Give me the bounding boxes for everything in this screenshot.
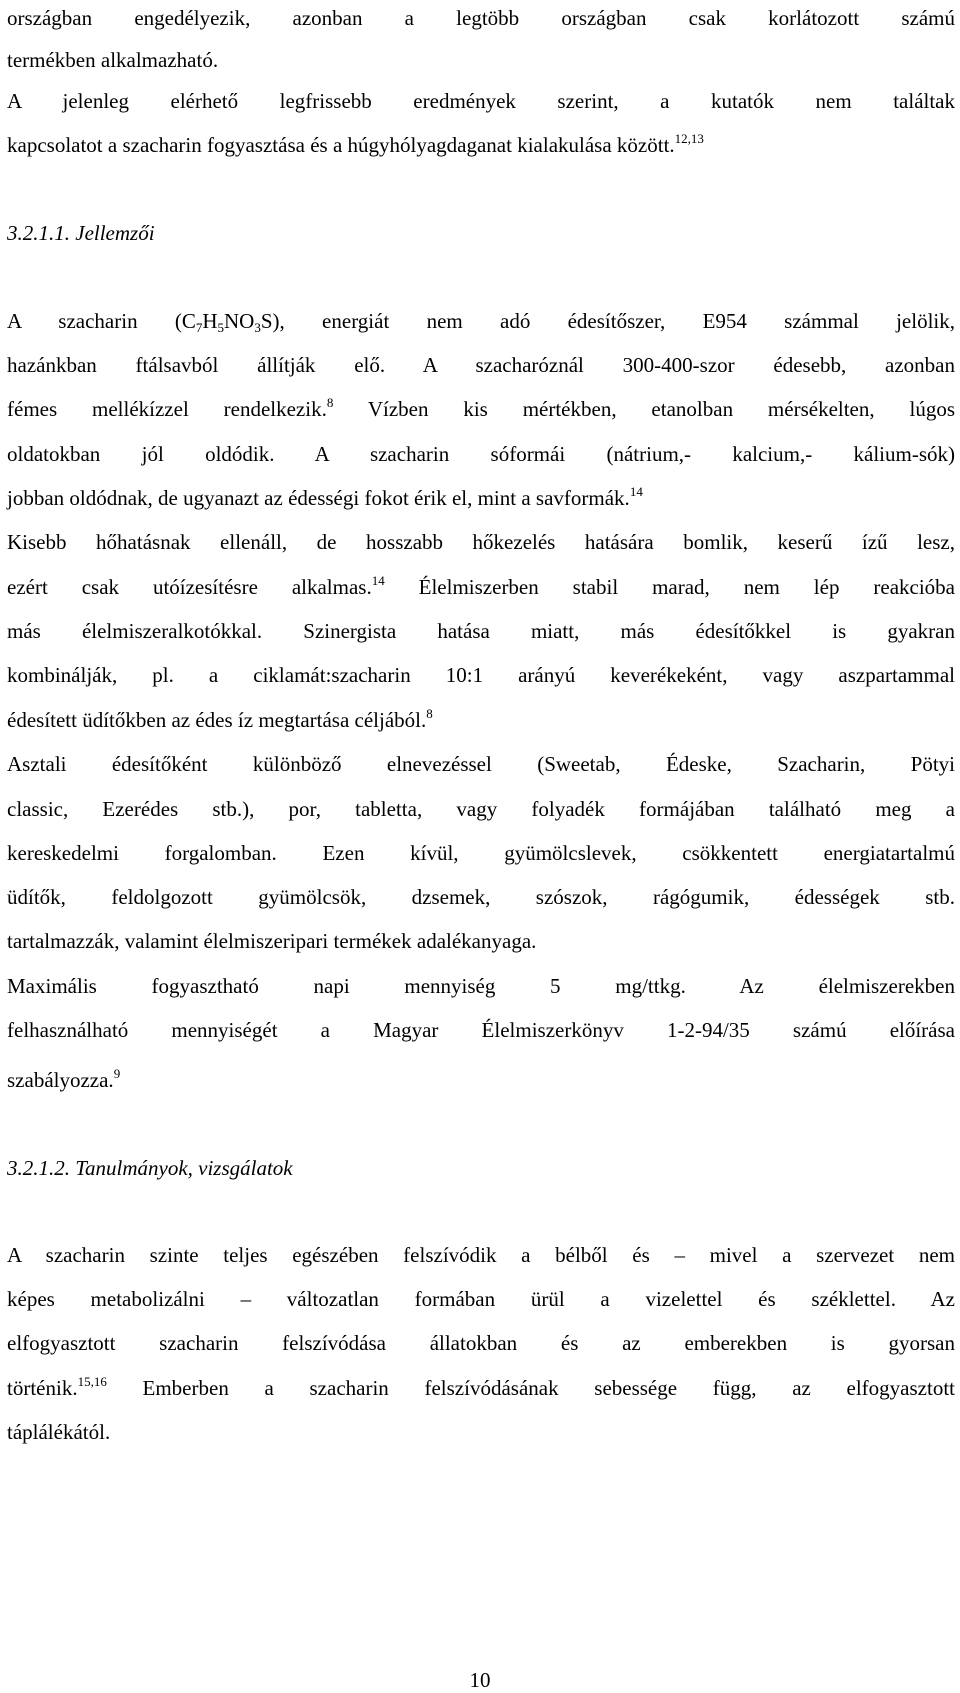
paragraph-line bbox=[7, 1418, 955, 1446]
text-run: Emberben a szacharin felszívódásának sebessége függ, az elfogyasztott bbox=[106, 1376, 955, 1400]
page-number: 10 bbox=[469, 1668, 491, 1692]
paragraph-line bbox=[7, 617, 955, 645]
paragraph-line bbox=[7, 528, 955, 556]
footnote-reference: 14 bbox=[371, 573, 385, 588]
footnote-reference: 14 bbox=[629, 484, 643, 499]
paragraph-line bbox=[7, 795, 955, 823]
text-run: elfogyasztott szacharin felszívódása állatokban és az emberekben is gyorsan bbox=[7, 1331, 955, 1355]
text-run: S), energiát nem adó édesítőszer, E954 számmal jelölik, bbox=[260, 309, 955, 333]
paragraph-line bbox=[7, 484, 955, 512]
text-run: termékben alkalmazható. bbox=[7, 48, 219, 72]
paragraph-line bbox=[7, 972, 955, 1000]
paragraph-line bbox=[7, 440, 955, 468]
footnote-reference: 9 bbox=[113, 1066, 121, 1081]
paragraph-line bbox=[7, 1066, 955, 1094]
paragraph-line bbox=[7, 307, 955, 335]
paragraph-line bbox=[7, 46, 955, 74]
text-run: Asztali édesítőként különböző elnevezéssel (Sweetab, Édeske, Szacharin, Pötyi bbox=[7, 752, 955, 776]
text-run: üdítők, feldolgozott gyümölcsök, dzsemek, szószok, rágógumik, édességek stb. bbox=[7, 885, 955, 909]
paragraph-line bbox=[7, 839, 955, 867]
paragraph-line bbox=[7, 706, 955, 734]
paragraph-line bbox=[7, 1016, 955, 1044]
chemical-subscript: 5 bbox=[217, 320, 225, 335]
text-run: kapcsolatot a szacharin fogyasztása és a húgyhólyagdaganat kialakulása között. bbox=[7, 133, 675, 157]
paragraph-line bbox=[7, 351, 955, 379]
footnote-reference: 8 bbox=[326, 395, 334, 410]
text-run: H bbox=[202, 309, 218, 333]
text-run: hazánkban ftálsavból állítják elő. A szacharóznál 300-400-szor édesebb, azonban bbox=[7, 353, 955, 377]
text-run: kombinálják, pl. a ciklamát:szacharin 10:1 arányú keverékeként, vagy aszpartammal bbox=[7, 663, 955, 687]
text-run: Kisebb hőhatásnak ellenáll, de hosszabb hőkezelés hatására bomlik, keserű ízű lesz, bbox=[7, 530, 955, 554]
text-run: édesített üdítőkben az édes íz megtartása céljából. bbox=[7, 708, 427, 732]
text-run: jobban oldódnak, de ugyanazt az édességi fokot érik el, mint a savformák. bbox=[7, 486, 630, 510]
text-run: fémes mellékízzel rendelkezik. bbox=[7, 397, 327, 421]
paragraph-line bbox=[7, 1329, 955, 1357]
section-heading: 3.2.1.2. Tanulmányok, vizsgálatok bbox=[7, 1156, 293, 1180]
paragraph-line bbox=[7, 750, 955, 778]
paragraph-line bbox=[7, 661, 955, 689]
paragraph-line bbox=[7, 87, 955, 115]
footnote-reference: 15,16 bbox=[77, 1374, 107, 1389]
text-run: táplálékától. bbox=[7, 1420, 111, 1444]
text-run: ezért csak utóízesítésre alkalmas. bbox=[7, 575, 372, 599]
text-run: tartalmazzák, valamint élelmiszeripari termékek adalékanyaga. bbox=[7, 929, 537, 953]
paragraph-line bbox=[7, 1374, 955, 1402]
text-run: képes metabolizálni – változatlan formában ürül a vizelettel és széklettel. Az bbox=[7, 1287, 955, 1311]
paragraph-line bbox=[7, 131, 955, 159]
text-run: classic, Ezerédes stb.), por, tabletta, vagy folyadék formájában található meg a bbox=[7, 797, 955, 821]
paragraph-line bbox=[7, 927, 955, 955]
chemical-subscript: 3 bbox=[254, 320, 261, 335]
text-run: Élelmiszerben stabil marad, nem lép reakcióba bbox=[384, 575, 955, 599]
text-run: Maximális fogyasztható napi mennyiség 5 mg/ttkg. Az élelmiszerekben bbox=[7, 974, 955, 998]
paragraph-line bbox=[7, 395, 955, 423]
text-run: történik. bbox=[7, 1376, 78, 1400]
paragraph-line bbox=[7, 1241, 955, 1269]
paragraph-line bbox=[7, 1285, 955, 1313]
text-run: NO bbox=[224, 309, 255, 333]
text-run: országban engedélyezik, azonban a legtöbb országban csak korlátozott számú bbox=[7, 6, 955, 30]
text-run: A szacharin (C bbox=[7, 309, 196, 333]
paragraph-line bbox=[7, 573, 955, 601]
text-run: más élelmiszeralkotókkal. Szinergista hatása miatt, más édesítőkkel is gyakran bbox=[7, 619, 955, 643]
text-run: Vízben kis mértékben, etanolban mérsékelten, lúgos bbox=[333, 397, 955, 421]
text-run: A szacharin szinte teljes egészében felszívódik a bélből és – mivel a szervezet nem bbox=[7, 1243, 955, 1267]
footnote-reference: 12,13 bbox=[674, 131, 704, 146]
paragraph-line bbox=[7, 4, 955, 32]
chemical-subscript: 7 bbox=[195, 320, 203, 335]
footnote-reference: 8 bbox=[426, 706, 433, 721]
text-run: kereskedelmi forgalomban. Ezen kívül, gyümölcslevek, csökkentett energiatartalmú bbox=[7, 841, 955, 865]
text-run: A jelenleg elérhető legfrissebb eredmények szerint, a kutatók nem találtak bbox=[7, 89, 955, 113]
text-run: felhasználható mennyiségét a Magyar Élelmiszerkönyv 1-2-94/35 számú előírása bbox=[7, 1018, 955, 1042]
section-heading: 3.2.1.1. Jellemzői bbox=[7, 221, 155, 245]
paragraph-line bbox=[7, 883, 955, 911]
text-run: oldatokban jól oldódik. A szacharin sóformái (nátrium,- kalcium,- kálium-sók) bbox=[7, 442, 955, 466]
text-run: szabályozza. bbox=[7, 1068, 114, 1092]
